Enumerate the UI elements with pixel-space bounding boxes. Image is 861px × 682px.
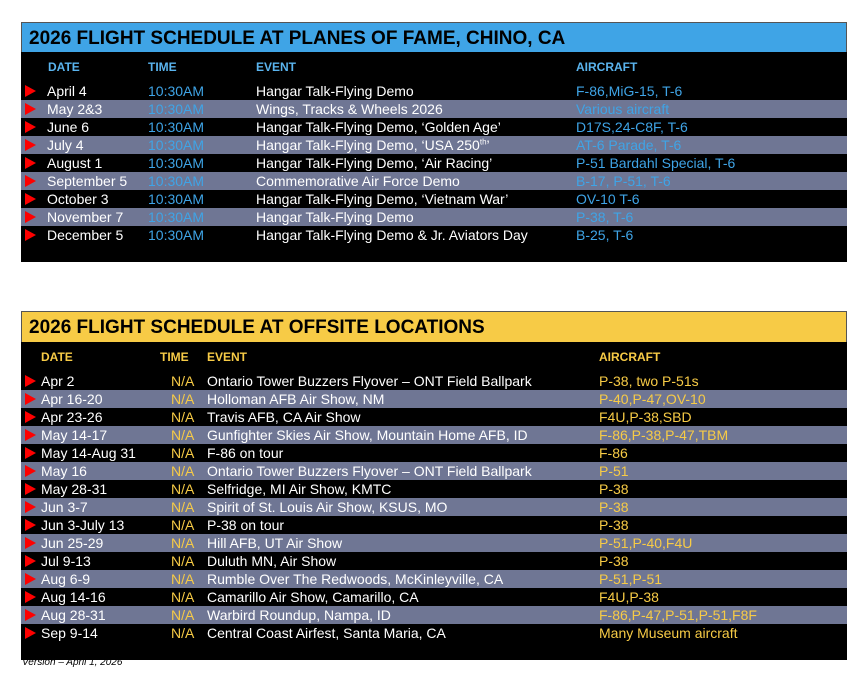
time-cell: N/A xyxy=(171,409,195,425)
time-cell: 10:30AM xyxy=(148,209,205,225)
time-cell: N/A xyxy=(171,427,195,443)
red-triangle-bullet-icon xyxy=(25,121,36,133)
table-row xyxy=(21,226,847,244)
red-triangle-bullet-icon xyxy=(25,501,36,513)
aircraft-cell: P-38, two P-51s xyxy=(599,373,699,389)
event-cell: Hangar Talk-Flying Demo, ‘Air Racing’ xyxy=(256,155,493,171)
date-cell: Aug 14-16 xyxy=(41,589,106,605)
date-cell: April 4 xyxy=(47,83,87,99)
red-triangle-bullet-icon xyxy=(25,375,36,387)
table-row xyxy=(21,444,847,462)
aircraft-column-header: AIRCRAFT xyxy=(576,60,638,74)
local-schedule-section xyxy=(21,22,847,262)
date-cell: November 7 xyxy=(47,209,124,225)
time-cell: 10:30AM xyxy=(148,137,205,153)
date-cell: May 14-17 xyxy=(41,427,108,443)
event-cell: Camarillo Air Show, Camarillo, CA xyxy=(207,589,419,605)
date-cell: May 2&3 xyxy=(47,101,103,117)
red-triangle-bullet-icon xyxy=(25,447,36,459)
event-text-end: ’ xyxy=(486,137,490,153)
red-triangle-bullet-icon xyxy=(25,591,36,603)
date-cell: Apr 23-26 xyxy=(41,409,103,425)
aircraft-cell: F-86 xyxy=(599,445,628,461)
aircraft-cell: OV-10 T-6 xyxy=(576,191,640,207)
red-triangle-bullet-icon xyxy=(25,229,36,241)
time-cell: N/A xyxy=(171,517,195,533)
table-row xyxy=(21,588,847,606)
event-cell: Hill AFB, UT Air Show xyxy=(207,535,343,551)
time-cell: N/A xyxy=(171,607,195,623)
offsite-schedule-table xyxy=(21,342,847,660)
time-cell: N/A xyxy=(171,373,195,389)
aircraft-cell: P-51 Bardahl Special, T-6 xyxy=(576,155,736,171)
local-table-body xyxy=(21,82,847,244)
red-triangle-bullet-icon xyxy=(25,537,36,549)
event-cell: Hangar Talk-Flying Demo & Jr. Aviators Day xyxy=(256,227,528,243)
event-text: Hangar Talk-Flying Demo, ‘USA 250 xyxy=(256,137,480,153)
table-row xyxy=(21,516,847,534)
red-triangle-bullet-icon xyxy=(25,193,36,205)
aircraft-cell: P-51 xyxy=(599,463,629,479)
table-row xyxy=(21,462,847,480)
event-superscript: th xyxy=(479,137,487,147)
time-cell: N/A xyxy=(171,481,195,497)
table-row xyxy=(21,480,847,498)
time-cell: N/A xyxy=(171,463,195,479)
date-cell: Aug 28-31 xyxy=(41,607,106,623)
aircraft-column-header: AIRCRAFT xyxy=(599,350,661,364)
event-cell: Holloman AFB Air Show, NM xyxy=(207,391,385,407)
aircraft-cell: P-38, T-6 xyxy=(576,209,634,225)
event-cell: Gunfighter Skies Air Show, Mountain Home AFB, ID xyxy=(207,427,528,443)
date-cell: July 4 xyxy=(47,137,84,153)
time-column-header: TIME xyxy=(160,350,189,364)
red-triangle-bullet-icon xyxy=(25,555,36,567)
red-triangle-bullet-icon xyxy=(25,157,36,169)
time-cell: N/A xyxy=(171,571,195,587)
date-cell: October 3 xyxy=(47,191,109,207)
time-cell: N/A xyxy=(171,499,195,515)
aircraft-cell: F4U,P-38 xyxy=(599,589,659,605)
time-cell: N/A xyxy=(171,535,195,551)
offsite-table-header xyxy=(21,342,847,372)
aircraft-cell: B-25, T-6 xyxy=(576,227,634,243)
event-cell: Spirit of St. Louis Air Show, KSUS, MO xyxy=(207,499,448,515)
date-column-header: DATE xyxy=(48,60,80,74)
red-triangle-bullet-icon xyxy=(25,139,36,151)
table-row xyxy=(21,208,847,226)
table-bottom-padding xyxy=(21,642,847,660)
aircraft-cell: P-40,P-47,OV-10 xyxy=(599,391,706,407)
table-row xyxy=(21,552,847,570)
aircraft-cell: F-86,P-47,P-51,P-51,F8F xyxy=(599,607,757,623)
red-triangle-bullet-icon xyxy=(25,483,36,495)
date-cell: August 1 xyxy=(47,155,103,171)
aircraft-cell: AT-6 Parade, T-6 xyxy=(576,137,682,153)
table-row xyxy=(21,82,847,100)
event-cell: P-38 on tour xyxy=(207,517,285,533)
table-row xyxy=(21,408,847,426)
red-triangle-bullet-icon xyxy=(25,103,36,115)
date-cell: Jun 3-July 13 xyxy=(41,517,125,533)
date-cell: June 6 xyxy=(47,119,90,135)
event-cell: Wings, Tracks & Wheels 2026 xyxy=(256,101,443,117)
event-cell xyxy=(256,136,490,154)
local-table-header xyxy=(21,52,847,82)
red-triangle-bullet-icon xyxy=(25,465,36,477)
red-triangle-bullet-icon xyxy=(25,211,36,223)
table-row xyxy=(21,390,847,408)
date-cell: Aug 6-9 xyxy=(41,571,91,587)
aircraft-cell: P-38 xyxy=(599,481,629,497)
event-cell: Warbird Roundup, Nampa, ID xyxy=(207,607,391,623)
table-row xyxy=(21,154,847,172)
time-cell: N/A xyxy=(171,625,195,641)
event-cell: Hangar Talk-Flying Demo xyxy=(256,209,414,225)
aircraft-cell: Many Museum aircraft xyxy=(599,625,738,641)
event-cell: Central Coast Airfest, Santa Maria, CA xyxy=(207,625,446,641)
aircraft-cell: P-51,P-40,F4U xyxy=(599,535,693,551)
time-cell: N/A xyxy=(171,391,195,407)
table-bottom-padding xyxy=(21,244,847,262)
red-triangle-bullet-icon xyxy=(25,85,36,97)
time-cell: 10:30AM xyxy=(148,83,205,99)
table-row xyxy=(21,190,847,208)
red-triangle-bullet-icon xyxy=(25,573,36,585)
red-triangle-bullet-icon xyxy=(25,609,36,621)
aircraft-cell: D17S,24-C8F, T-6 xyxy=(576,119,688,135)
table-row xyxy=(21,426,847,444)
red-triangle-bullet-icon xyxy=(25,519,36,531)
red-triangle-bullet-icon xyxy=(25,393,36,405)
table-row xyxy=(21,570,847,588)
date-cell: Jun 3-7 xyxy=(41,499,88,515)
event-cell: Ontario Tower Buzzers Flyover – ONT Field Ballpark xyxy=(207,463,532,479)
date-cell: Jul 9-13 xyxy=(41,553,91,569)
date-cell: December 5 xyxy=(47,227,124,243)
aircraft-cell: F4U,P-38,SBD xyxy=(599,409,692,425)
table-row xyxy=(21,606,847,624)
table-row xyxy=(21,100,847,118)
date-cell: May 14-Aug 31 xyxy=(41,445,136,461)
local-schedule-table xyxy=(21,52,847,262)
table-row xyxy=(21,624,847,642)
event-cell: Travis AFB, CA Air Show xyxy=(207,409,361,425)
table-row xyxy=(21,534,847,552)
event-cell: Hangar Talk-Flying Demo, ‘Vietnam War’ xyxy=(256,191,509,207)
event-cell: Rumble Over The Redwoods, McKinleyville, CA xyxy=(207,571,504,587)
red-triangle-bullet-icon xyxy=(25,627,36,639)
aircraft-cell: F-86,MiG-15, T-6 xyxy=(576,83,683,99)
local-schedule-title: 2026 FLIGHT SCHEDULE AT PLANES OF FAME, CHINO, CA xyxy=(21,22,847,52)
time-column-header: TIME xyxy=(148,60,177,74)
time-cell: N/A xyxy=(171,589,195,605)
date-cell: September 5 xyxy=(47,173,128,189)
table-row xyxy=(21,136,847,154)
offsite-schedule-title: 2026 FLIGHT SCHEDULE AT OFFSITE LOCATIONS xyxy=(21,311,847,342)
time-cell: N/A xyxy=(171,445,195,461)
event-column-header: EVENT xyxy=(256,60,297,74)
time-cell: 10:30AM xyxy=(148,119,205,135)
time-cell: 10:30AM xyxy=(148,155,205,171)
version-footer: Version – April 1, 2026 xyxy=(22,657,123,668)
event-cell: Selfridge, MI Air Show, KMTC xyxy=(207,481,392,497)
event-cell: Ontario Tower Buzzers Flyover – ONT Field Ballpark xyxy=(207,373,532,389)
offsite-table-body xyxy=(21,372,847,642)
event-cell: Commemorative Air Force Demo xyxy=(256,173,460,189)
time-cell: 10:30AM xyxy=(148,191,205,207)
aircraft-cell: F-86,P-38,P-47,TBM xyxy=(599,427,729,443)
date-cell: Apr 2 xyxy=(41,373,75,389)
event-cell: Hangar Talk-Flying Demo xyxy=(256,83,414,99)
date-cell: May 16 xyxy=(41,463,87,479)
aircraft-cell: B-17, P-51, T-6 xyxy=(576,173,671,189)
date-column-header: DATE xyxy=(41,350,73,364)
aircraft-cell: P-38 xyxy=(599,553,629,569)
table-row xyxy=(21,172,847,190)
aircraft-cell: P-38 xyxy=(599,499,629,515)
aircraft-cell: P-38 xyxy=(599,517,629,533)
aircraft-cell: P-51,P-51 xyxy=(599,571,663,587)
table-row xyxy=(21,118,847,136)
event-column-header: EVENT xyxy=(207,350,248,364)
table-row xyxy=(21,372,847,390)
event-cell: Duluth MN, Air Show xyxy=(207,553,337,569)
event-cell: Hangar Talk-Flying Demo, ‘Golden Age’ xyxy=(256,119,501,135)
time-cell: 10:30AM xyxy=(148,173,205,189)
event-cell: F-86 on tour xyxy=(207,445,284,461)
red-triangle-bullet-icon xyxy=(25,175,36,187)
time-cell: N/A xyxy=(171,553,195,569)
red-triangle-bullet-icon xyxy=(25,411,36,423)
date-cell: May 28-31 xyxy=(41,481,108,497)
time-cell: 10:30AM xyxy=(148,101,205,117)
table-row xyxy=(21,498,847,516)
aircraft-cell: Various aircraft xyxy=(576,101,670,117)
red-triangle-bullet-icon xyxy=(25,429,36,441)
date-cell: Jun 25-29 xyxy=(41,535,104,551)
offsite-schedule-section xyxy=(21,311,847,660)
date-cell: Apr 16-20 xyxy=(41,391,103,407)
time-cell: 10:30AM xyxy=(148,227,205,243)
date-cell: Sep 9-14 xyxy=(41,625,98,641)
